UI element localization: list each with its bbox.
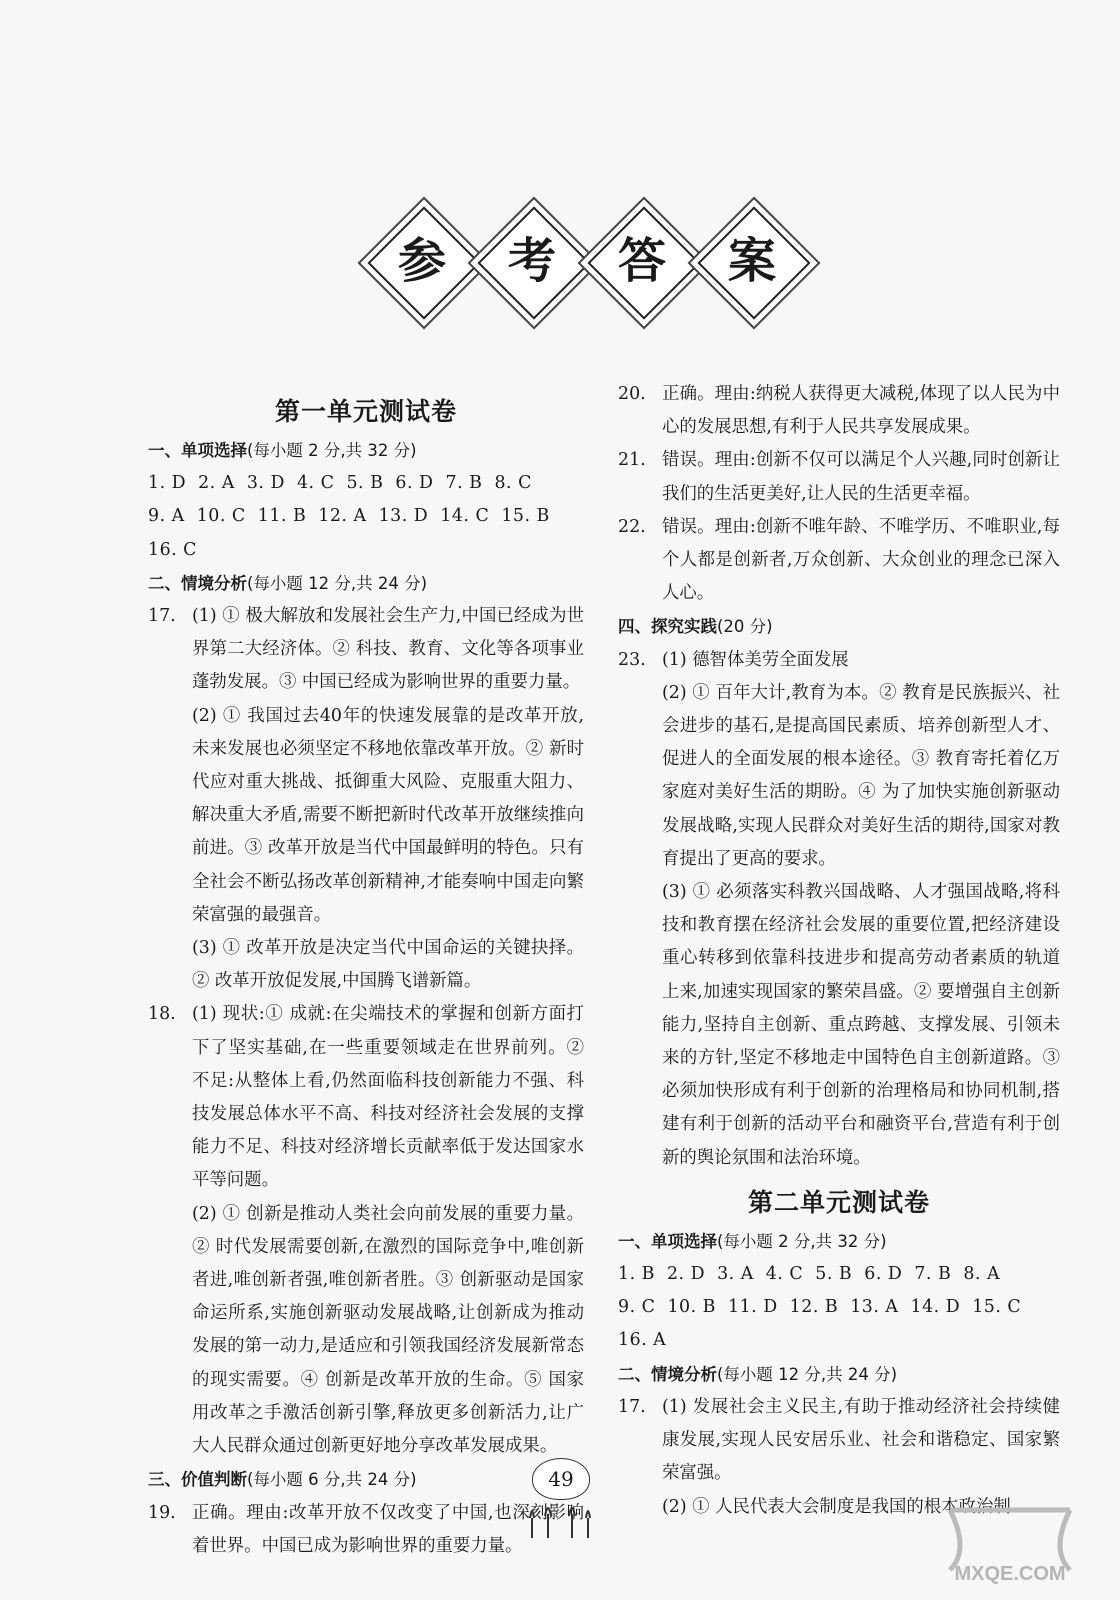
answer-text: 正确。理由:改革开放不仅改变了中国,也深刻影响着世界。中国已成为影响世界的重要力量。 <box>192 1502 584 1556</box>
answer-text: 错误。理由:创新不仅可以满足个人兴趣,同时创新让我们的生活更美好,让人民的生活更幸福。 <box>662 450 1060 504</box>
banner-char: 答 <box>617 233 666 289</box>
answer-paragraph: (2) ① 我国过去40年的快速发展靠的是改革开放,未来发展也必须坚定不移地依靠改革开放。② 新时代应对重大挑战、抵御重大风险、克服重大阻力、解决重大矛盾,需要不断把新时代改革开放继续推向前进。③ 改革开放是当代中国最鲜明的特色。只有全社会不断弘扬改革创新精神,才能奏响中国走向繁荣富强的最强音。 <box>192 705 584 925</box>
answer-item <box>148 998 584 1197</box>
section-label: 二、情境分析 <box>618 1364 717 1384</box>
banner-char: 参 <box>397 233 446 289</box>
answer-item <box>618 644 1060 677</box>
answer-item <box>618 378 1060 444</box>
answer-text: (1) ① 极大解放和发展社会生产力,中国已经成为世界第二大经济体。② 科技、教育、文化等各项事业蓬勃发展。③ 中国已经成为影响世界的重要力量。 <box>192 606 584 693</box>
section-label: 四、探究实践 <box>618 617 717 637</box>
question-number: 19. <box>148 1502 176 1523</box>
site-watermark-logo <box>930 1480 1090 1590</box>
section-label: 二、情境分析 <box>148 573 247 593</box>
page-number: 49 <box>532 1458 590 1500</box>
answer-item <box>618 511 1060 611</box>
answer-paragraph: (2) ① 百年大计,教育为本。② 教育是民族振兴、社会进步的基石,是提高国民素质、培养创新型人才、促进人的全面发展的根本途径。③ 教育寄托着亿万家庭对美好生活的期盼。④ 为了加快实施创新驱动发展战略,实现人民群众对美好生活的期待,国家对教育提出了更高的要求。 <box>662 682 1060 869</box>
section-note: (每小题 2 分,共 32 分) <box>247 441 417 460</box>
left-column <box>148 378 584 1563</box>
answer-paragraph: (3) ① 改革开放是决定当代中国命运的关键抉择。② 改革开放促发展,中国腾飞谱新篇。 <box>192 938 584 992</box>
section-note: (每小题 12 分,共 24 分) <box>717 1364 898 1384</box>
unit-2-title: 第二单元测试卷 <box>747 1187 930 1217</box>
question-number: 20. <box>618 384 646 404</box>
answer-text: (1) 德智体美劳全面发展 <box>662 649 849 670</box>
answer-paragraph: (2) ① 人民代表大会制度是我国的根本政治制 <box>662 1496 1011 1517</box>
question-number: 21. <box>618 450 646 471</box>
question-number: 18. <box>148 1004 176 1025</box>
banner-char: 考 <box>507 233 556 289</box>
section-note: (20 分) <box>717 617 773 637</box>
mc-answers-line: 9. C 10. B 11. D 12. B 13. A 14. D 15. C <box>618 1297 1022 1318</box>
answer-text: 正确。理由:纳税人获得更大减税,体现了以人民为中心的发展思想,有利于人民共享发展成果。 <box>662 384 1060 438</box>
question-number: 23. <box>618 649 646 670</box>
question-number: 17. <box>148 606 176 627</box>
section-note: (每小题 2 分,共 32 分) <box>717 1231 887 1251</box>
section-heading <box>148 434 584 467</box>
answer-text: (1) 现状:① 成就:在尖端技术的掌握和创新方面打下了坚实基础,在一些重要领域走在世界前列。② 不足:从整体上看,仍然面临科技创新能力不强、科技发展总体水平不高、科技对经济社会发展的支撑能力不足、科技对经济增长贡献率低于发达国家水平等问题。 <box>192 1004 584 1191</box>
section-heading <box>148 567 584 600</box>
answer-item <box>618 444 1060 510</box>
watermark-text: MXQE.COM <box>954 1563 1066 1585</box>
section-note: (每小题 6 分,共 24 分) <box>247 1470 417 1490</box>
section-label: 三、价值判断 <box>148 1470 247 1490</box>
answer-paragraph: (2) ① 创新是推动人类社会向前发展的重要力量。② 时代发展需要创新,在激烈的国际竞争中,唯创新者进,唯创新者强,唯创新者胜。③ 创新驱动是国家命运所系,实施创新驱动发展战略,让创新成为推动发展的第一动力,是适应和引领我国经济发展新常态的现实需要。④ 创新是改革开放的生命。⑤ 国家用改革之手激活创新引擎,释放更多创新活力,让广大人民群众通过创新更好地分享改革发展成果。 <box>192 1203 584 1457</box>
question-number: 17. <box>618 1396 646 1417</box>
answer-paragraph: (3) ① 必须落实科教兴国战略、人才强国战略,将科技和教育摆在经济社会发展的重要位置,把经济建设重心转移到依靠科技进步和提高劳动者素质的轨道上来,加速实现国家的繁荣昌盛。② 要增强自主创新能力,坚持自主创新、重点跨越、支撑发展、引领未来的方针,坚定不移地走中国特色自主创新道路。③ 必须加快形成有利于创新的治理格局和协同机制,搭建有利于创新的活动平台和融资平台,营造有利于创新的舆论氛围和法治环境。 <box>662 882 1060 1168</box>
section-label: 一、单项选择 <box>148 441 247 460</box>
mc-answers-line: 16. C <box>148 539 197 560</box>
mc-answers-line: 1. D 2. A 3. D 4. C 5. B 6. D 7. B 8. C <box>148 473 532 494</box>
answer-text: (1) 发展社会主义民主,有助于推动经济社会持续健康发展,实现人民安居乐业、社会和谐稳定、国家繁荣富强。 <box>662 1396 1060 1484</box>
banner-char: 案 <box>727 233 776 289</box>
section-heading <box>618 1225 1060 1258</box>
section-note: (每小题 12 分,共 24 分) <box>247 573 428 593</box>
answer-key-banner <box>370 213 790 313</box>
section-heading <box>618 1358 1060 1391</box>
section-heading <box>148 1463 584 1496</box>
tree-decoration-icon <box>510 1500 610 1540</box>
unit-1-title: 第一单元测试卷 <box>274 397 457 426</box>
answer-item <box>618 1391 1060 1491</box>
mc-answers-line: 16. A <box>618 1330 667 1351</box>
answer-item <box>148 600 584 700</box>
answer-text: 错误。理由:创新不唯年龄、不唯学历、不唯职业,每个人都是创新者,万众创新、大众创业的理念已深入人心。 <box>662 516 1060 604</box>
question-number: 22. <box>618 516 646 537</box>
mc-answers-line: 9. A 10. C 11. B 12. A 13. D 14. C 15. B <box>148 506 550 527</box>
right-column <box>618 378 1060 1524</box>
section-heading <box>618 610 1060 643</box>
mc-answers-line: 1. B 2. D 3. A 4. C 5. B 6. D 7. B 8. A <box>618 1264 1001 1285</box>
section-label: 一、单项选择 <box>618 1231 717 1251</box>
